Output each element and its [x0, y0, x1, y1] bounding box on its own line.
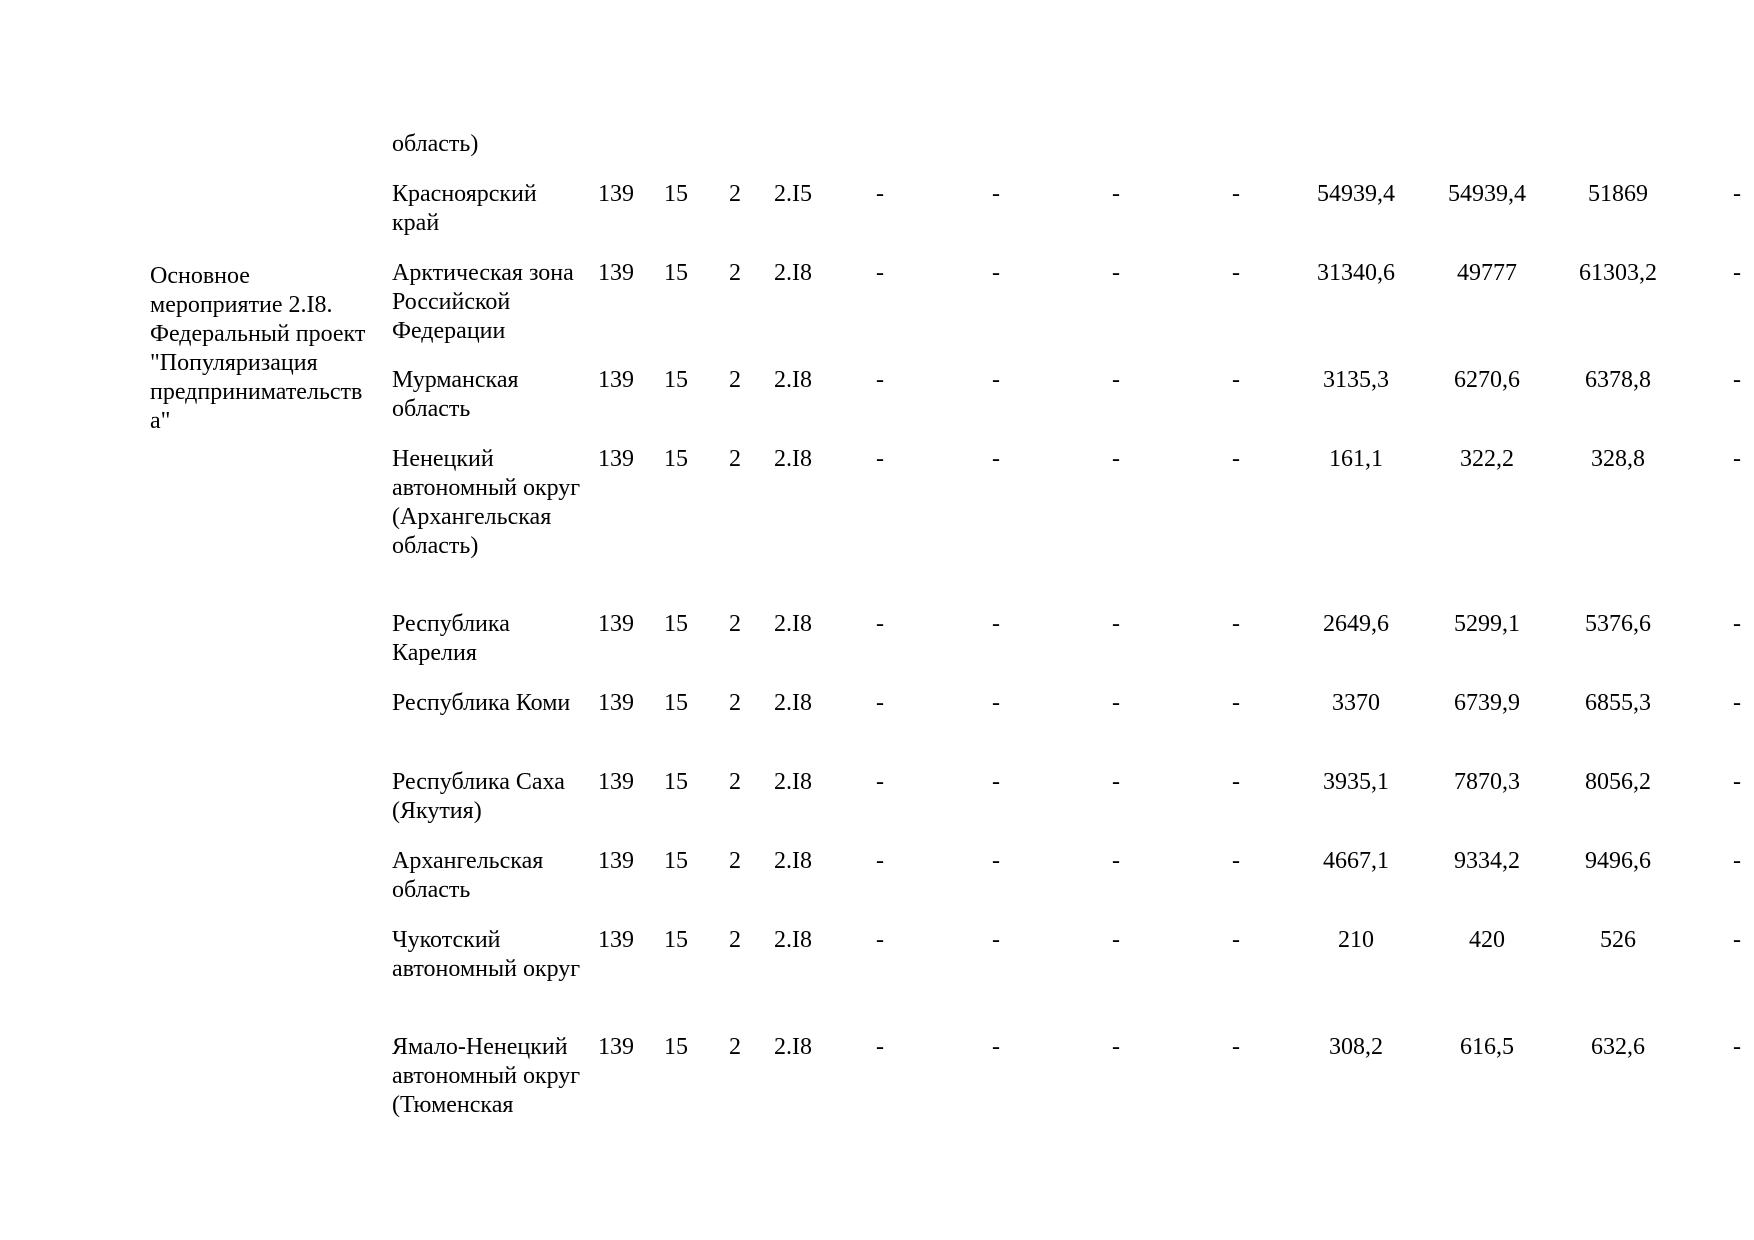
- value-dash: -: [1112, 260, 1120, 286]
- value-year-3: 526: [1600, 927, 1636, 953]
- code-activity: 2.I8: [774, 690, 812, 716]
- code-activity: 2.I8: [774, 927, 812, 953]
- code-activity: 2.I8: [774, 1034, 812, 1060]
- region-name: Арктическая зона Российской Федерации: [392, 260, 574, 344]
- value-dash: -: [1232, 1034, 1240, 1060]
- value-dash: -: [992, 367, 1000, 393]
- value-dash: -: [1112, 690, 1120, 716]
- value-year-3: 8056,2: [1585, 769, 1651, 795]
- code-subprogram: 2: [729, 927, 741, 953]
- group-label-main-activity-2-i8: Основное мероприятие 2.I8. Федеральный проект "Популяризация предпринимательств а": [150, 263, 366, 434]
- value-year-2: 54939,4: [1448, 181, 1526, 207]
- code-subprogram: 2: [729, 446, 741, 472]
- value-dash: -: [876, 690, 884, 716]
- value-dash: -: [1733, 367, 1741, 393]
- value-dash: -: [876, 927, 884, 953]
- code-activity: 2.I8: [774, 611, 812, 637]
- value-dash: -: [992, 611, 1000, 637]
- value-dash: -: [992, 690, 1000, 716]
- code-ministry: 139: [598, 181, 634, 207]
- value-dash: -: [992, 769, 1000, 795]
- region-name: Республика Коми: [392, 690, 571, 716]
- value-year-3: 9496,6: [1585, 848, 1651, 874]
- code-subprogram: 2: [729, 367, 741, 393]
- value-dash: -: [992, 927, 1000, 953]
- value-year-1: 161,1: [1329, 446, 1383, 472]
- value-year-3: 51869: [1588, 181, 1648, 207]
- code-ministry: 139: [598, 260, 634, 286]
- value-dash: -: [992, 1034, 1000, 1060]
- value-year-1: 3135,3: [1323, 367, 1389, 393]
- value-year-3: 6378,8: [1585, 367, 1651, 393]
- value-dash: -: [1112, 446, 1120, 472]
- value-dash: -: [1232, 260, 1240, 286]
- code-activity: 2.I8: [774, 446, 812, 472]
- code-ministry: 139: [598, 367, 634, 393]
- value-dash: -: [876, 1034, 884, 1060]
- value-dash: -: [1733, 181, 1741, 207]
- value-year-3: 632,6: [1591, 1034, 1645, 1060]
- region-name: Ямало-Ненецкий автономный округ (Тюменская: [392, 1034, 581, 1118]
- code-program: 15: [664, 1034, 688, 1060]
- value-dash: -: [1733, 260, 1741, 286]
- value-dash: -: [1112, 769, 1120, 795]
- value-year-1: 3935,1: [1323, 769, 1389, 795]
- value-dash: -: [1733, 690, 1741, 716]
- code-activity: 2.I8: [774, 260, 812, 286]
- value-dash: -: [1112, 181, 1120, 207]
- value-year-3: 328,8: [1591, 446, 1645, 472]
- value-year-1: 31340,6: [1317, 260, 1395, 286]
- value-year-2: 5299,1: [1454, 611, 1520, 637]
- value-dash: -: [1112, 611, 1120, 637]
- value-dash: -: [1733, 446, 1741, 472]
- code-program: 15: [664, 611, 688, 637]
- value-dash: -: [876, 260, 884, 286]
- value-dash: -: [1733, 1034, 1741, 1060]
- code-program: 15: [664, 367, 688, 393]
- value-dash: -: [1733, 848, 1741, 874]
- value-dash: -: [1733, 769, 1741, 795]
- region-name: Мурманская область: [392, 367, 519, 422]
- value-dash: -: [1232, 848, 1240, 874]
- code-ministry: 139: [598, 848, 634, 874]
- code-ministry: 139: [598, 446, 634, 472]
- value-dash: -: [876, 446, 884, 472]
- code-program: 15: [664, 181, 688, 207]
- value-dash: -: [992, 848, 1000, 874]
- code-activity: 2.I8: [774, 769, 812, 795]
- value-dash: -: [1232, 611, 1240, 637]
- value-year-2: 322,2: [1460, 446, 1514, 472]
- code-program: 15: [664, 927, 688, 953]
- code-program: 15: [664, 848, 688, 874]
- value-year-1: 54939,4: [1317, 181, 1395, 207]
- value-dash: -: [1232, 446, 1240, 472]
- code-ministry: 139: [598, 769, 634, 795]
- value-year-2: 49777: [1457, 260, 1517, 286]
- value-year-3: 5376,6: [1585, 611, 1651, 637]
- region-name: Ненецкий автономный округ (Архангельская область): [392, 446, 581, 559]
- code-ministry: 139: [598, 927, 634, 953]
- value-dash: -: [992, 446, 1000, 472]
- value-year-2: 6270,6: [1454, 367, 1520, 393]
- value-dash: -: [1232, 367, 1240, 393]
- code-ministry: 139: [598, 1034, 634, 1060]
- value-year-2: 7870,3: [1454, 769, 1520, 795]
- value-year-1: 4667,1: [1323, 848, 1389, 874]
- value-dash: -: [1232, 181, 1240, 207]
- value-dash: -: [992, 181, 1000, 207]
- value-year-3: 61303,2: [1579, 260, 1657, 286]
- code-subprogram: 2: [729, 690, 741, 716]
- value-dash: -: [1112, 1034, 1120, 1060]
- region-name: Красноярский край: [392, 181, 537, 236]
- value-dash: -: [876, 181, 884, 207]
- region-continuation-text: область): [392, 131, 479, 157]
- region-name: Архангельская область: [392, 848, 544, 903]
- value-dash: -: [1112, 927, 1120, 953]
- code-program: 15: [664, 446, 688, 472]
- code-activity: 2.I5: [774, 181, 812, 207]
- code-subprogram: 2: [729, 848, 741, 874]
- code-subprogram: 2: [729, 181, 741, 207]
- value-year-1: 2649,6: [1323, 611, 1389, 637]
- value-year-2: 616,5: [1460, 1034, 1514, 1060]
- code-program: 15: [664, 769, 688, 795]
- value-dash: -: [1232, 769, 1240, 795]
- value-dash: -: [1232, 690, 1240, 716]
- value-year-2: 420: [1469, 927, 1505, 953]
- code-program: 15: [664, 260, 688, 286]
- value-dash: -: [876, 611, 884, 637]
- value-dash: -: [1112, 848, 1120, 874]
- value-dash: -: [1232, 927, 1240, 953]
- code-subprogram: 2: [729, 1034, 741, 1060]
- region-name: Республика Карелия: [392, 611, 510, 666]
- code-activity: 2.I8: [774, 367, 812, 393]
- code-ministry: 139: [598, 611, 634, 637]
- value-dash: -: [992, 260, 1000, 286]
- region-name: Чукотский автономный округ: [392, 927, 581, 982]
- value-dash: -: [876, 769, 884, 795]
- value-dash: -: [876, 848, 884, 874]
- code-subprogram: 2: [729, 260, 741, 286]
- value-year-2: 6739,9: [1454, 690, 1520, 716]
- code-subprogram: 2: [729, 769, 741, 795]
- code-activity: 2.I8: [774, 848, 812, 874]
- value-dash: -: [1733, 927, 1741, 953]
- value-year-1: 308,2: [1329, 1034, 1383, 1060]
- code-program: 15: [664, 690, 688, 716]
- region-name: Республика Саха (Якутия): [392, 769, 565, 824]
- value-dash: -: [1112, 367, 1120, 393]
- code-subprogram: 2: [729, 611, 741, 637]
- value-year-1: 210: [1338, 927, 1374, 953]
- value-dash: -: [876, 367, 884, 393]
- value-year-3: 6855,3: [1585, 690, 1651, 716]
- value-year-2: 9334,2: [1454, 848, 1520, 874]
- value-dash: -: [1733, 611, 1741, 637]
- value-year-1: 3370: [1332, 690, 1380, 716]
- code-ministry: 139: [598, 690, 634, 716]
